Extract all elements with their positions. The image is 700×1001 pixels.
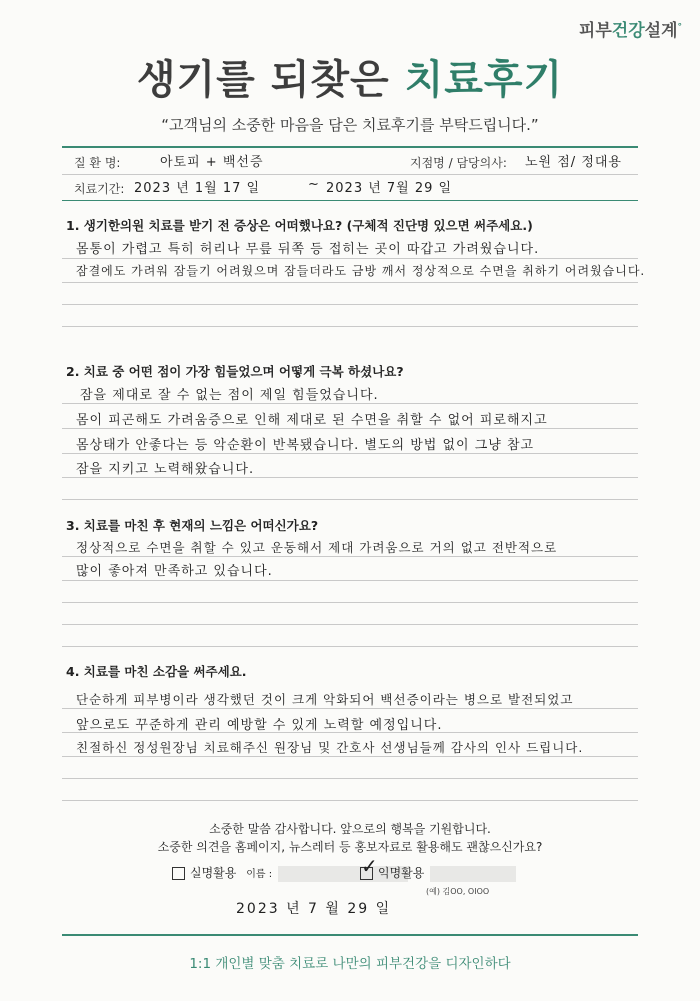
footer-slogan: 1:1 개인별 맞춤 치료로 나만의 피부건강을 디자인하다 — [189, 956, 511, 972]
real-name-checkbox[interactable] — [172, 867, 185, 880]
answer-line — [62, 556, 638, 557]
answer-2-line-2: 몸이 피곤해도 가려움증으로 인해 제대로 된 수면을 취할 수 없어 피로해지고 — [76, 413, 548, 428]
branch-value: 노원 점/ 정대용 — [525, 155, 622, 170]
answer-line — [62, 778, 638, 779]
answer-2-line-4: 잠을 지키고 노력해왔습니다. — [76, 462, 255, 477]
anonymous-checkmark: ✓ — [361, 854, 378, 878]
answer-line — [62, 453, 638, 454]
question-4: 4. 치료를 마친 소감을 써주세요. — [66, 664, 247, 679]
period-label: 치료기간: — [74, 182, 125, 196]
answer-4-line-3: 친절하신 정성원장님 치료해주신 원장님 및 간호사 선생님들께 감사의 인사 드립니다. — [76, 740, 584, 755]
answer-2-line-1: 잠을 제대로 잘 수 없는 점이 제일 힘들었습니다. — [80, 388, 379, 403]
period-start: 2023 년 1월 17 일 — [134, 181, 261, 196]
answer-line — [62, 646, 638, 647]
real-name-option[interactable]: 실명활용 이름 : — [172, 864, 408, 882]
answer-line — [62, 477, 638, 478]
period-end: 2023 년 7월 29 일 — [326, 181, 453, 196]
anonymous-name-field[interactable] — [430, 866, 516, 882]
answer-line — [62, 326, 638, 327]
answer-line — [62, 624, 638, 625]
answer-line — [62, 708, 638, 709]
answer-4-line-2: 앞으로도 꾸준하게 관리 예방할 수 있게 노력할 예정입니다. — [76, 718, 443, 733]
brand-logo: 피부건강설계° — [578, 21, 682, 41]
question-1: 1. 생기한의원 치료를 받기 전 증상은 어떠했나요? (구체적 진단명 있으면 써주세요.) — [66, 218, 533, 233]
signature-date: 2023 년 7 월 29 일 — [236, 901, 392, 917]
question-2: 2. 치료 중 어떤 점이 가장 힘들었으며 어떻게 극복 하셨나요? — [66, 364, 404, 379]
answer-line — [62, 602, 638, 603]
answer-4-line-1: 단순하게 피부병이라 생각했던 것이 크게 악화되어 백선증이라는 병으로 발전되었고 — [76, 692, 574, 707]
answer-line — [62, 428, 638, 429]
answer-line — [62, 403, 638, 404]
page-subtitle: “고객님의 소중한 마음을 담은 치료후기를 부탁드립니다.” — [161, 116, 539, 134]
page-title: 생기를 되찾은 치료후기 — [136, 57, 564, 103]
answer-2-line-3: 몸상태가 안좋다는 등 악순환이 반복됐습니다. 별도의 방법 없이 그냥 참고 — [76, 438, 535, 453]
header-bottom-divider — [62, 200, 638, 201]
answer-line — [62, 580, 638, 581]
anonymous-checkbox[interactable] — [360, 854, 378, 880]
header-row-line — [62, 174, 638, 175]
period-separator: ~ — [308, 177, 320, 192]
answer-line — [62, 258, 638, 259]
anonymous-example: (예) 김OO, OIOO — [426, 887, 490, 896]
answer-line — [62, 732, 638, 733]
answer-3-line-1: 정상적으로 수면을 취할 수 있고 운동해서 제대 가려움으로 거의 없고 전반적으로 — [76, 540, 558, 555]
answer-line — [62, 499, 638, 500]
answer-line — [62, 800, 638, 801]
branch-label: 지점명 / 담당의사: — [410, 156, 507, 170]
answer-1-line-2: 잠결에도 가려워 잠들기 어려웠으며 잠들더라도 금방 깨서 정상적으로 수면을 취하기 어려웠습니다. — [76, 264, 646, 278]
answer-1-line-1: 몸통이 가렵고 특히 허리나 무릎 뒤쪽 등 접히는 곳이 따갑고 가려웠습니다. — [76, 242, 540, 257]
footer-divider — [62, 934, 638, 936]
answer-line — [62, 756, 638, 757]
answer-line — [62, 282, 638, 283]
anonymous-option[interactable]: ✓ 익명활용 — [360, 864, 516, 882]
question-3: 3. 치료를 마친 후 현재의 느낌은 어떠신가요? — [66, 518, 319, 533]
disease-value: 아토피 + 백선증 — [160, 155, 264, 170]
consent-question: 소중한 의견을 홈페이지, 뉴스레터 등 홍보자료로 활용해도 괜찮으신가요? — [157, 840, 543, 854]
header-divider — [62, 146, 638, 148]
closing-thanks: 소중한 말씀 감사합니다. 앞으로의 행복을 기원합니다. — [209, 822, 491, 836]
answer-line — [62, 304, 638, 305]
disease-label: 질 환 명: — [74, 156, 121, 170]
answer-3-line-2: 많이 좋아져 만족하고 있습니다. — [76, 564, 273, 579]
